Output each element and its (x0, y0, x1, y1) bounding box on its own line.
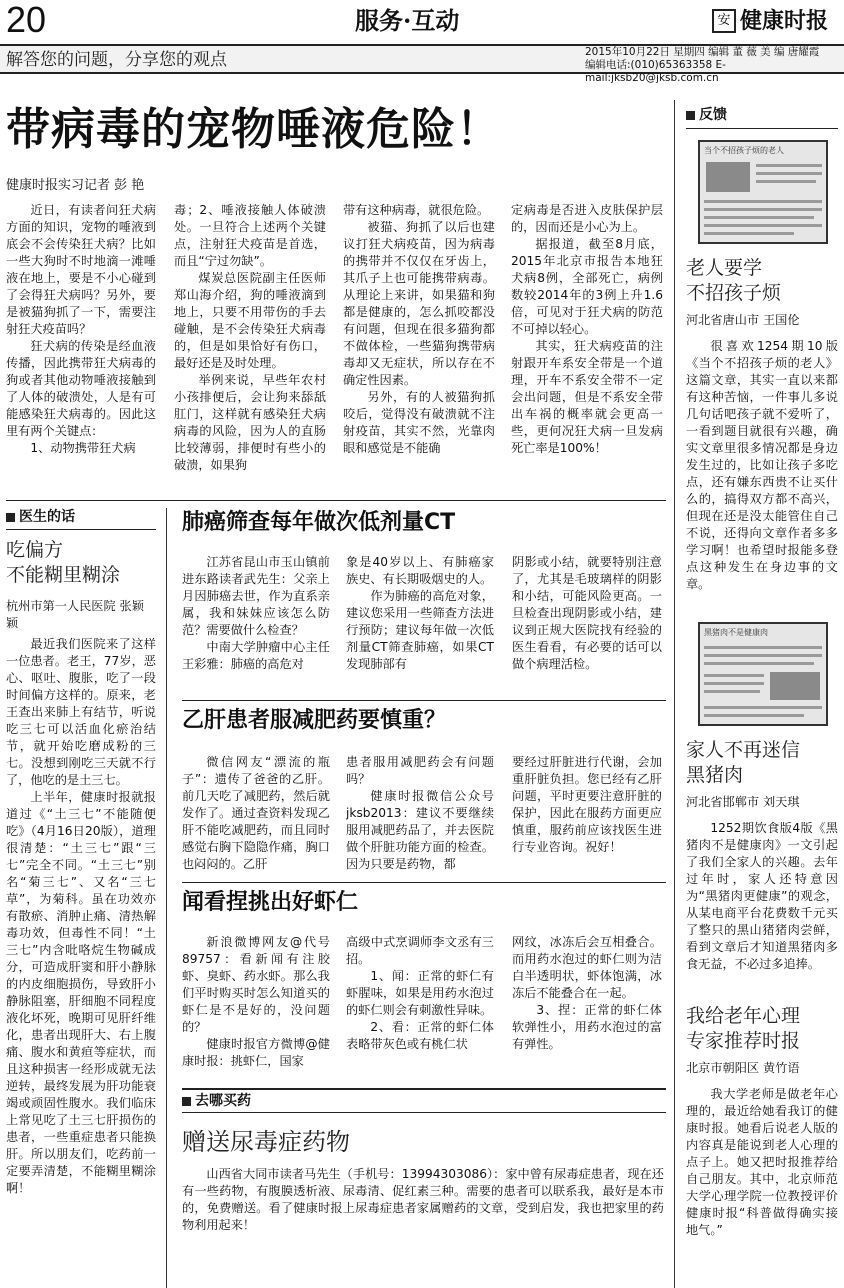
lung-column-1 (182, 554, 330, 694)
clipping-thumbnail-2 (698, 622, 828, 726)
doctor-author: 杭州市第一人民医院 张颖颖 (6, 599, 144, 630)
answer: 要经过肝脏进行代谢，会加重肝脏负担。您已经有乙肝问题，平时更要注意肝脏的保护，因此在服药方面更应慎重，服药前应该找医生进行专业咨询。祝好！ (512, 755, 662, 854)
paragraph: 很喜欢1254期10版《当个不招孩子烦的老人》这篇文章，其实一直以来都有这种苦恼，一件事儿多说几句话吧孩子就不爱听了，一看到题目就很有兴趣，确实文章里很多情况都是身边发生过的，比如让孩子多吃点，还有嫌东西贵不让买什么的，搞得双方都不高兴，但现在还是没太能管住自己不说，还得向文章作者多多学习啊！也希望时报能多登点这种发生在身边事的文章。 (686, 339, 838, 591)
section-rule (6, 529, 156, 530)
answer: 阴影或小结，就要特别注意了，尤其是毛玻璃样的阴影和小结，可能风险更高。一旦检查出现阴影或小结，建议到正规大医院找有经验的医生看看，有必要的话可以做个病理活检。 (512, 555, 662, 671)
feedback-body-1 (686, 338, 838, 610)
answer: 作为肺癌的高危对象，建议您采用一些筛查方法进行预防；建议每年做一次低剂量CT筛查肺癌，如果CT发现肺部有 (346, 589, 494, 671)
section-rule (182, 1088, 666, 1090)
paragraph: 据报道，截至8月底，2015年北京市报告本地狂犬病8例，全部死亡，病例数较2014年的3例上升1.6倍，可见对于狂犬病的防范不可掉以轻心。 (511, 237, 663, 336)
article-column-4 (511, 202, 663, 492)
where-section-label (182, 1092, 251, 1110)
square-bullet-icon (182, 1097, 191, 1106)
main-headline: 带病毒的宠物唾液危险！ (6, 104, 501, 155)
square-bullet-icon (6, 513, 15, 522)
lung-column-2 (346, 554, 494, 694)
article-column-2 (174, 202, 326, 492)
lung-column-3 (512, 554, 662, 694)
byline: 健康时报实习记者 彭 艳 (6, 178, 145, 193)
feedback-title-1b: 不招孩子烦 (686, 282, 782, 304)
paragraph: 毒；2、唾液接触人体破溃处。一旦符合上述两个关键点，注射狂犬疫苗是首选，而且“宁过勿缺”。 (174, 203, 326, 268)
text-line-placeholder (704, 706, 822, 709)
answer: 高级中式烹调师李文丞有三招。 (346, 935, 494, 966)
section-rule (182, 882, 666, 883)
paragraph: 定病毒是否进入皮肤保护层的，因而还是小心为上。 (511, 203, 663, 234)
paragraph: 其实，狂犬病疫苗的注射跟开车系安全带是一个道理，开车不系安全带不一定会出问题，但是不系安全带出车祸的概率就会更高一些，更何况狂犬病一旦发病死亡率是100%！ (511, 339, 663, 455)
tagline: 解答您的问题，分享您的观点 (6, 50, 227, 70)
answer: 象是40岁以上、有肺癌家族史、有长期吸烟史的人。 (346, 555, 494, 586)
text-line-placeholder (704, 682, 764, 685)
section-rule (182, 700, 666, 701)
feedback-title-2a: 家人不再迷信 (686, 739, 801, 761)
answer: 2、看：正常的虾仁体表略带灰色或有桃仁状 (346, 1020, 494, 1051)
doctor-section-label (6, 508, 75, 526)
section-label-text: 医生的话 (19, 509, 75, 525)
answer: 健康时报微信公众号jksb2013：建议不要继续服用减肥药品了，并去医院做个肝脏功能方面的检查。因为只要是药物，都 (346, 789, 494, 871)
paragraph: 我大学老师是做老年心理的，最近给她看我订的健康时报。她看后说老人版的内容真是能说到老人心理的点子上。她又把时报推荐给自己朋友。其中，北京师范大学心理学院一位教授评价健康时报“科普做得确实接地气。” (686, 1087, 838, 1237)
text-line-placeholder (704, 654, 822, 657)
date-editor-line: 2015年10月22日 星期四 编辑 董 薇 美 编 唐耀霞 (585, 46, 820, 58)
text-line-placeholder (704, 216, 814, 219)
text-line-placeholder (704, 208, 822, 211)
paragraph: 另外，有的人被猫狗抓咬后，觉得没有破溃就不注射疫苗，其实不然，光靠肉眼和感觉是不能确 (343, 390, 495, 455)
hepatitis-column-3 (512, 754, 662, 878)
paragraph: 煤炭总医院副主任医师郑山海介绍，狗的唾液滴到地上，只要不用带伤的手去碰触，是不会传染狂犬病毒的，但是如果恰好有伤口，最好还是及时处理。 (174, 271, 326, 370)
article-column-3 (343, 202, 495, 492)
paragraph: 狂犬病的传染是经血液传播，因此携带狂犬病毒的狗或者其他动物唾液接触到了人体的破溃处，人是有可能感染狂犬病毒的。因此这里有两个关键点： (6, 339, 156, 438)
shrimp-column-2 (346, 934, 494, 1074)
text-line-placeholder (704, 232, 794, 235)
answer: 3、捏：正常的虾仁体软弹性小，用药水泡过的富有弹性。 (512, 1003, 662, 1051)
feedback-author-2: 河北省邯郸市 刘天琪 (686, 795, 800, 809)
question: 江苏省昆山市玉山镇前进东路读者武先生：父亲上月因肺癌去世，作为直系亲属，我和妹妹应该怎么防范？需要做什么检查？ (182, 555, 330, 637)
text-line-placeholder (756, 164, 822, 167)
answer: 1、闻：正常的虾仁有虾腥味，如果是用药水泡过的虾仁则会有刺激性异味。 (346, 969, 494, 1017)
contact-line: 编辑电话:(010)65363358 E-mail:jksb20@jksb.com.cn (585, 59, 726, 84)
text-line-placeholder (704, 662, 814, 665)
thumbnail-title: 黑猪肉不是健康肉 (704, 628, 768, 637)
feedback-author-3: 北京市朝阳区 黄竹语 (686, 1061, 800, 1075)
hepatitis-column-1 (182, 754, 330, 878)
hepatitis-column-2 (346, 754, 494, 878)
question: 新浪微博网友@代号89757：看新闻有注胶虾、臭虾、药水虾。那么我们平时购买时怎么知道买的虾仁是不是好的，没问题的？ (182, 935, 330, 1034)
text-line-placeholder (704, 714, 804, 717)
paper-name: 健康时报 (740, 8, 829, 34)
answer: 健康时报官方微博@健康时报：挑虾仁，国家 (182, 1037, 330, 1068)
column-divider (674, 100, 675, 1288)
where-body (182, 1166, 664, 1276)
doctor-title-line2: 不能糊里糊涂 (6, 564, 121, 586)
paragraph: 被猫、狗抓了以后也建议打狂犬病疫苗，因为病毒的携带并不仅仅在牙齿上，其爪子上也可能携带病毒。从理论上来讲，如果猫和狗都是健康的，怎么抓咬都没有问题，但现在很多猫狗都不做体检，一些猫狗携带病毒却又无症状，所以存在不确定性因素。 (343, 220, 495, 387)
text-line-placeholder (756, 172, 822, 175)
feedback-title-1a: 老人要学 (686, 257, 763, 279)
square-bullet-icon (686, 111, 695, 120)
paragraph: 举例来说，早些年农村小孩排便后，会让狗来舔舐肛门，这样就有感染狂犬病病毒的风险，因为人的直肠比较薄弱，排便时有些小的破溃，如果狗 (174, 373, 326, 472)
thumbnail-title: 当个不招孩子烦的老人 (704, 146, 784, 155)
paragraph: 最近我们医院来了这样一位患者。老王，77岁，恶心、呕吐、腹胀，吃了一段时间偏方这样的。原来，老王查出来肺上有结节，听说吃三七可以活血化瘀治结节，就开始吃磨成粉的三七。没想到刚吃三天就不行了，他吃的是土三七。 (6, 637, 156, 787)
photo-image (706, 162, 750, 192)
photo-image (770, 672, 820, 700)
text-line-placeholder (704, 690, 760, 693)
paragraph: 山西省大同市读者马先生（手机号：13994303086）：家中曾有尿毒症患者，现在还有一些药物，有腹膜透析液、尿毒清、促红素三种。需要的患者可以联系我，最好是本市的，免费赠送。看了健康时报上尿毒症患者家属赠药的文章，受到启发，我也把家里的药物利用起来！ (182, 1167, 664, 1232)
answer: 中南大学肿瘤中心主任王彩雅：肺癌的高危对 (182, 640, 330, 671)
shrimp-title: 闻看捏挑出好虾仁 (182, 890, 359, 915)
feedback-section-label (686, 106, 727, 124)
section-title: 服务·互动 (355, 6, 460, 35)
feedback-author-1: 河北省唐山市 王国伦 (686, 313, 800, 327)
clipping-thumbnail-1 (698, 140, 828, 244)
lung-title: 肺癌筛查每年做次低剂量CT (182, 510, 456, 535)
answer: 网纹，冰冻后会互相叠合。而用药水泡过的虾仁则为洁白半透明状，虾体饱满，冰冻后不能叠合在一起。 (512, 935, 662, 1000)
shrimp-column-3 (512, 934, 662, 1074)
text-line-placeholder (756, 180, 816, 183)
paragraph: 1252期饮食版4版《黑猪肉不是健康肉》一文引起了我们全家人的兴趣。去年过年时，家人还特意因为“黑猪肉更健康”的观念，从某电商平台花费数千元买了整只的黑山猪猪肉尝鲜，看到文章后才知道黑猪肉多食无益，不必过多追捧。 (686, 821, 838, 971)
section-rule (6, 500, 666, 501)
where-title: 赠送尿毒症药物 (182, 1128, 350, 1156)
feedback-body-2 (686, 820, 838, 998)
feedback-title-3b: 专家推荐时报 (686, 1030, 801, 1052)
text-line-placeholder (704, 674, 764, 677)
logo-mark: 安 (712, 9, 736, 33)
text-line-placeholder (704, 224, 822, 227)
article-column-1 (6, 202, 156, 492)
feedback-body-3 (686, 1086, 838, 1280)
text-line-placeholder (704, 200, 822, 203)
section-rule (182, 1112, 666, 1113)
feedback-title-3a: 我给老年心理 (686, 1005, 801, 1027)
feedback-title-2b: 黑猪肉 (686, 764, 744, 786)
doctor-body (6, 636, 156, 1248)
doctor-title-line1: 吃偏方 (6, 539, 64, 561)
paragraph: 近日，有读者问狂犬病方面的知识，宠物的唾液到底会不会传染狂犬病？比如一些大狗时不时地滴一滩唾液在地上，要是不小心碰到了会得狂犬病吗？另外，要是被猫狗抓了一下，需要注射狂犬疫苗吗？ (6, 203, 156, 336)
hepatitis-title: 乙肝患者服减肥药要慎重？ (182, 708, 447, 733)
question: 患者服用减肥药会有问题吗？ (346, 755, 494, 786)
section-rule (686, 128, 838, 129)
section-label-text: 去哪买药 (195, 1093, 251, 1109)
paragraph: 1、动物携带狂犬病 (30, 441, 136, 455)
paragraph: 上半年，健康时报就报道过《“土三七”不能随便吃》（4月16日20版），道理很清楚：“土三七”跟“三七”完全不同。“土三七”别名“菊三七”、又名“三七草”，为菊科。虽在功效亦有散瘀、消肿止痛、清热解毒功效，但毒性不同！“土三七”内含吡咯烷生物碱成分，可造成肝窦和肝小静脉的内皮细胞损伤，导致肝小静脉阻塞，肝细胞不同程度液化坏死，晚期可见肝纤维化，患者出现肝大、右上腹痛、腹水和黄疸等症状，而且这种损害一经形成就无法逆转，最终发展为肝功能衰竭或顽固性腹水。我们临床上常见吃了土三七肝损伤的患者，一些重症患者只能换肝。所以朋友们，吃药前一定要弄清楚，不能糊里糊涂啊！ (6, 790, 156, 1195)
section-label-text: 反馈 (699, 107, 727, 123)
paragraph: 带有这种病毒，就很危险。 (343, 203, 490, 217)
page-number: 20 (6, 0, 47, 40)
question: 微信网友“漂流的瓶子”：遗传了爸爸的乙肝。前几天吃了减肥药，然后就发作了。通过查资料发现乙肝不能吃减肥药，而且同时感觉右胸下隐隐作痛，胸口也闷闷的。乙肝 (182, 755, 330, 871)
text-line-placeholder (704, 646, 822, 649)
shrimp-column-1 (182, 934, 330, 1074)
column-divider (166, 508, 167, 1288)
